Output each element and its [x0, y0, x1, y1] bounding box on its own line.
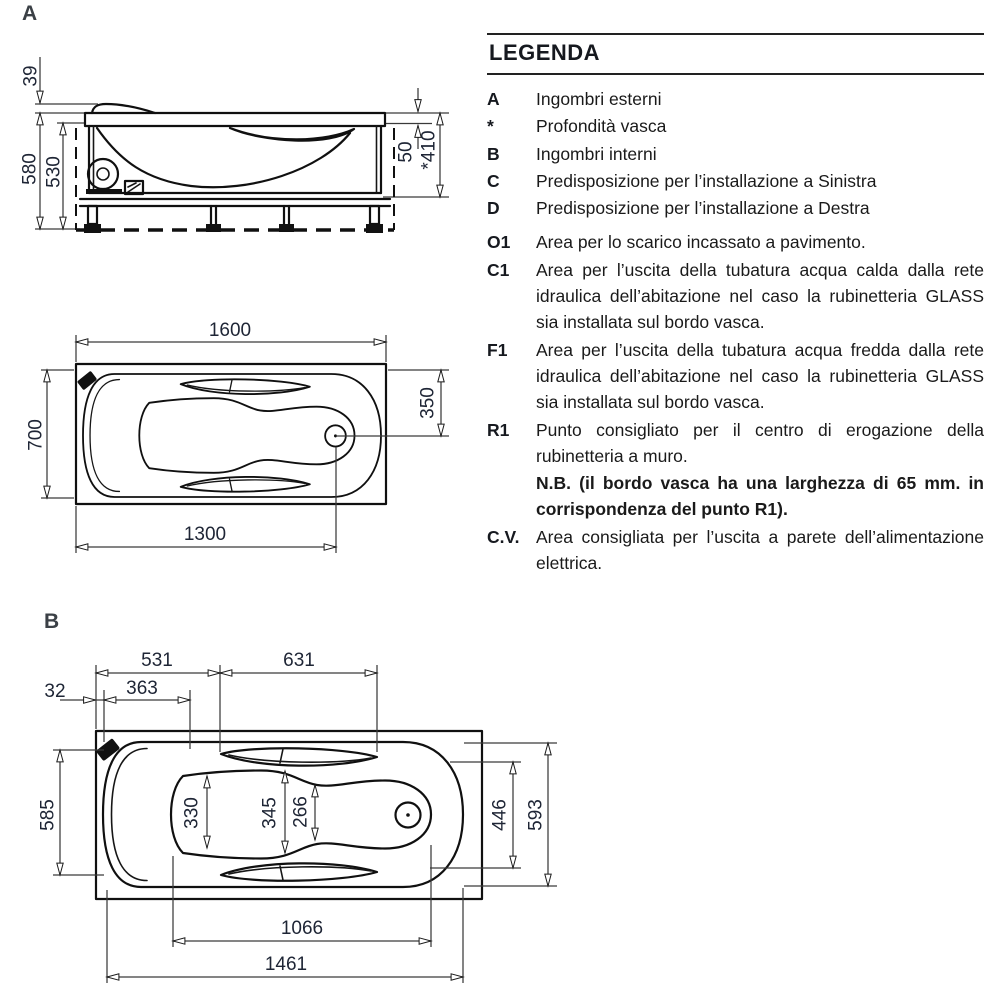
- legend-key: C: [487, 170, 500, 191]
- dim-631: [220, 650, 377, 673]
- dim-label-345: 345: [259, 797, 281, 829]
- dim-label-1461: 1461: [264, 954, 308, 975]
- dim-50: [396, 88, 419, 163]
- dim-1300: [76, 524, 336, 547]
- internal-plan-view-drawing: [38, 650, 558, 983]
- dim-label-330: 330: [181, 797, 203, 829]
- legend-text-group: [536, 417, 984, 523]
- tub-side-profile: [76, 104, 394, 233]
- legend-entries: [487, 75, 984, 576]
- legend-key: B: [487, 143, 500, 164]
- legend-text: Punto consigliato per il centro di erogazione della rubinetteria a muro.: [536, 419, 984, 466]
- legend-text: Area per lo scarico incassato a pavimento.: [536, 232, 866, 253]
- dim-label-50: 50: [395, 141, 417, 163]
- legend-entry-c1: [487, 257, 984, 336]
- dim-363: [104, 678, 190, 700]
- dim-label-531: 531: [141, 650, 173, 671]
- legend-entry-f1: [487, 337, 984, 416]
- dim-32: [44, 681, 104, 702]
- dim-700: [26, 370, 48, 498]
- dim-531: [96, 650, 220, 673]
- dim-label-1600: 1600: [208, 320, 252, 341]
- legend-panel: [487, 33, 984, 577]
- legend-entry-d: [487, 195, 984, 221]
- legend-key: R1: [487, 419, 510, 440]
- dim-350: [418, 370, 442, 436]
- legend-text: Area per l’uscita della tubatura acqua fredda dalla rete idraulica dell’abitazione nel caso la rubinetteria GLASS sia installata sul bordo vasca.: [536, 339, 984, 413]
- dim-266: [291, 785, 316, 840]
- legend-key: *: [487, 116, 494, 137]
- legend-entry-o1: [487, 229, 984, 255]
- dim-label-1300: 1300: [183, 524, 227, 545]
- dim-345: [260, 771, 286, 853]
- dim-530: [44, 123, 65, 229]
- dim-580: [20, 113, 41, 229]
- legend-text: Predisposizione per l’installazione a Sinistra: [536, 170, 877, 191]
- legend-entry-b: [487, 141, 984, 167]
- dim-label-410: *410: [418, 130, 440, 170]
- dim-label-446: 446: [489, 799, 511, 831]
- legend-entry-r1: [487, 417, 984, 523]
- legend-entry-a: [487, 86, 984, 112]
- dim-label-593: 593: [525, 799, 547, 831]
- legend-key: O1: [487, 232, 511, 253]
- dim-330: [182, 776, 208, 848]
- legend-text: Ingombri interni: [536, 143, 657, 164]
- plan-view-drawing: [26, 320, 450, 553]
- legend-key: F1: [487, 339, 508, 360]
- legend-text: Predisposizione per l’installazione a Destra: [536, 198, 870, 219]
- dim-585: [38, 750, 61, 875]
- legend-key: A: [487, 89, 500, 109]
- dim-1066: [173, 918, 431, 941]
- dim-label-1066: 1066: [280, 918, 324, 939]
- section-b-label: B: [44, 610, 60, 633]
- dim-593: [526, 743, 549, 886]
- dim-label-39: 39: [20, 65, 42, 87]
- dim-39: [21, 57, 42, 103]
- dim-1600: [76, 320, 386, 342]
- legend-entry-asterisk: [487, 113, 984, 139]
- dim-label-585: 585: [37, 799, 59, 831]
- dim-410: [419, 113, 441, 197]
- legend-text: Area per l’uscita della tubatura acqua calda dalla rete idraulica dell’abitazione nel caso la rubinetteria GLASS sia installata sul bordo vasca.: [536, 259, 984, 333]
- legend-key: C.V.: [487, 526, 520, 547]
- legend-header: [487, 33, 984, 75]
- legend-key: D: [487, 198, 500, 219]
- dim-label-266: 266: [290, 796, 312, 828]
- dim-label-363: 363: [126, 678, 158, 699]
- legend-text: Area consigliata per l’uscita a parete dell’alimentazione elettrica.: [536, 526, 984, 574]
- dim-label-350: 350: [417, 387, 439, 419]
- legend-key: C1: [487, 259, 510, 280]
- dim-446: [490, 762, 514, 868]
- legend-note: N.B. (il bordo vasca ha una larghezza di 65 mm. in corrispondenza del punto R1).: [536, 473, 984, 520]
- legend-entry-c: [487, 168, 984, 194]
- dim-label-631: 631: [283, 650, 315, 671]
- legend-entry-cv: [487, 524, 984, 577]
- dim-label-700: 700: [25, 419, 47, 451]
- dim-label-530: 530: [43, 156, 65, 188]
- legend-title: LEGENDA: [489, 40, 601, 65]
- section-a-label: A: [22, 2, 38, 25]
- dim-label-580: 580: [19, 153, 41, 185]
- dim-1461: [107, 954, 463, 977]
- legend-text: Ingombri esterni: [536, 89, 662, 109]
- side-view-drawing: [20, 57, 450, 233]
- dim-label-32: 32: [44, 681, 66, 702]
- legend-text: Profondità vasca: [536, 116, 667, 137]
